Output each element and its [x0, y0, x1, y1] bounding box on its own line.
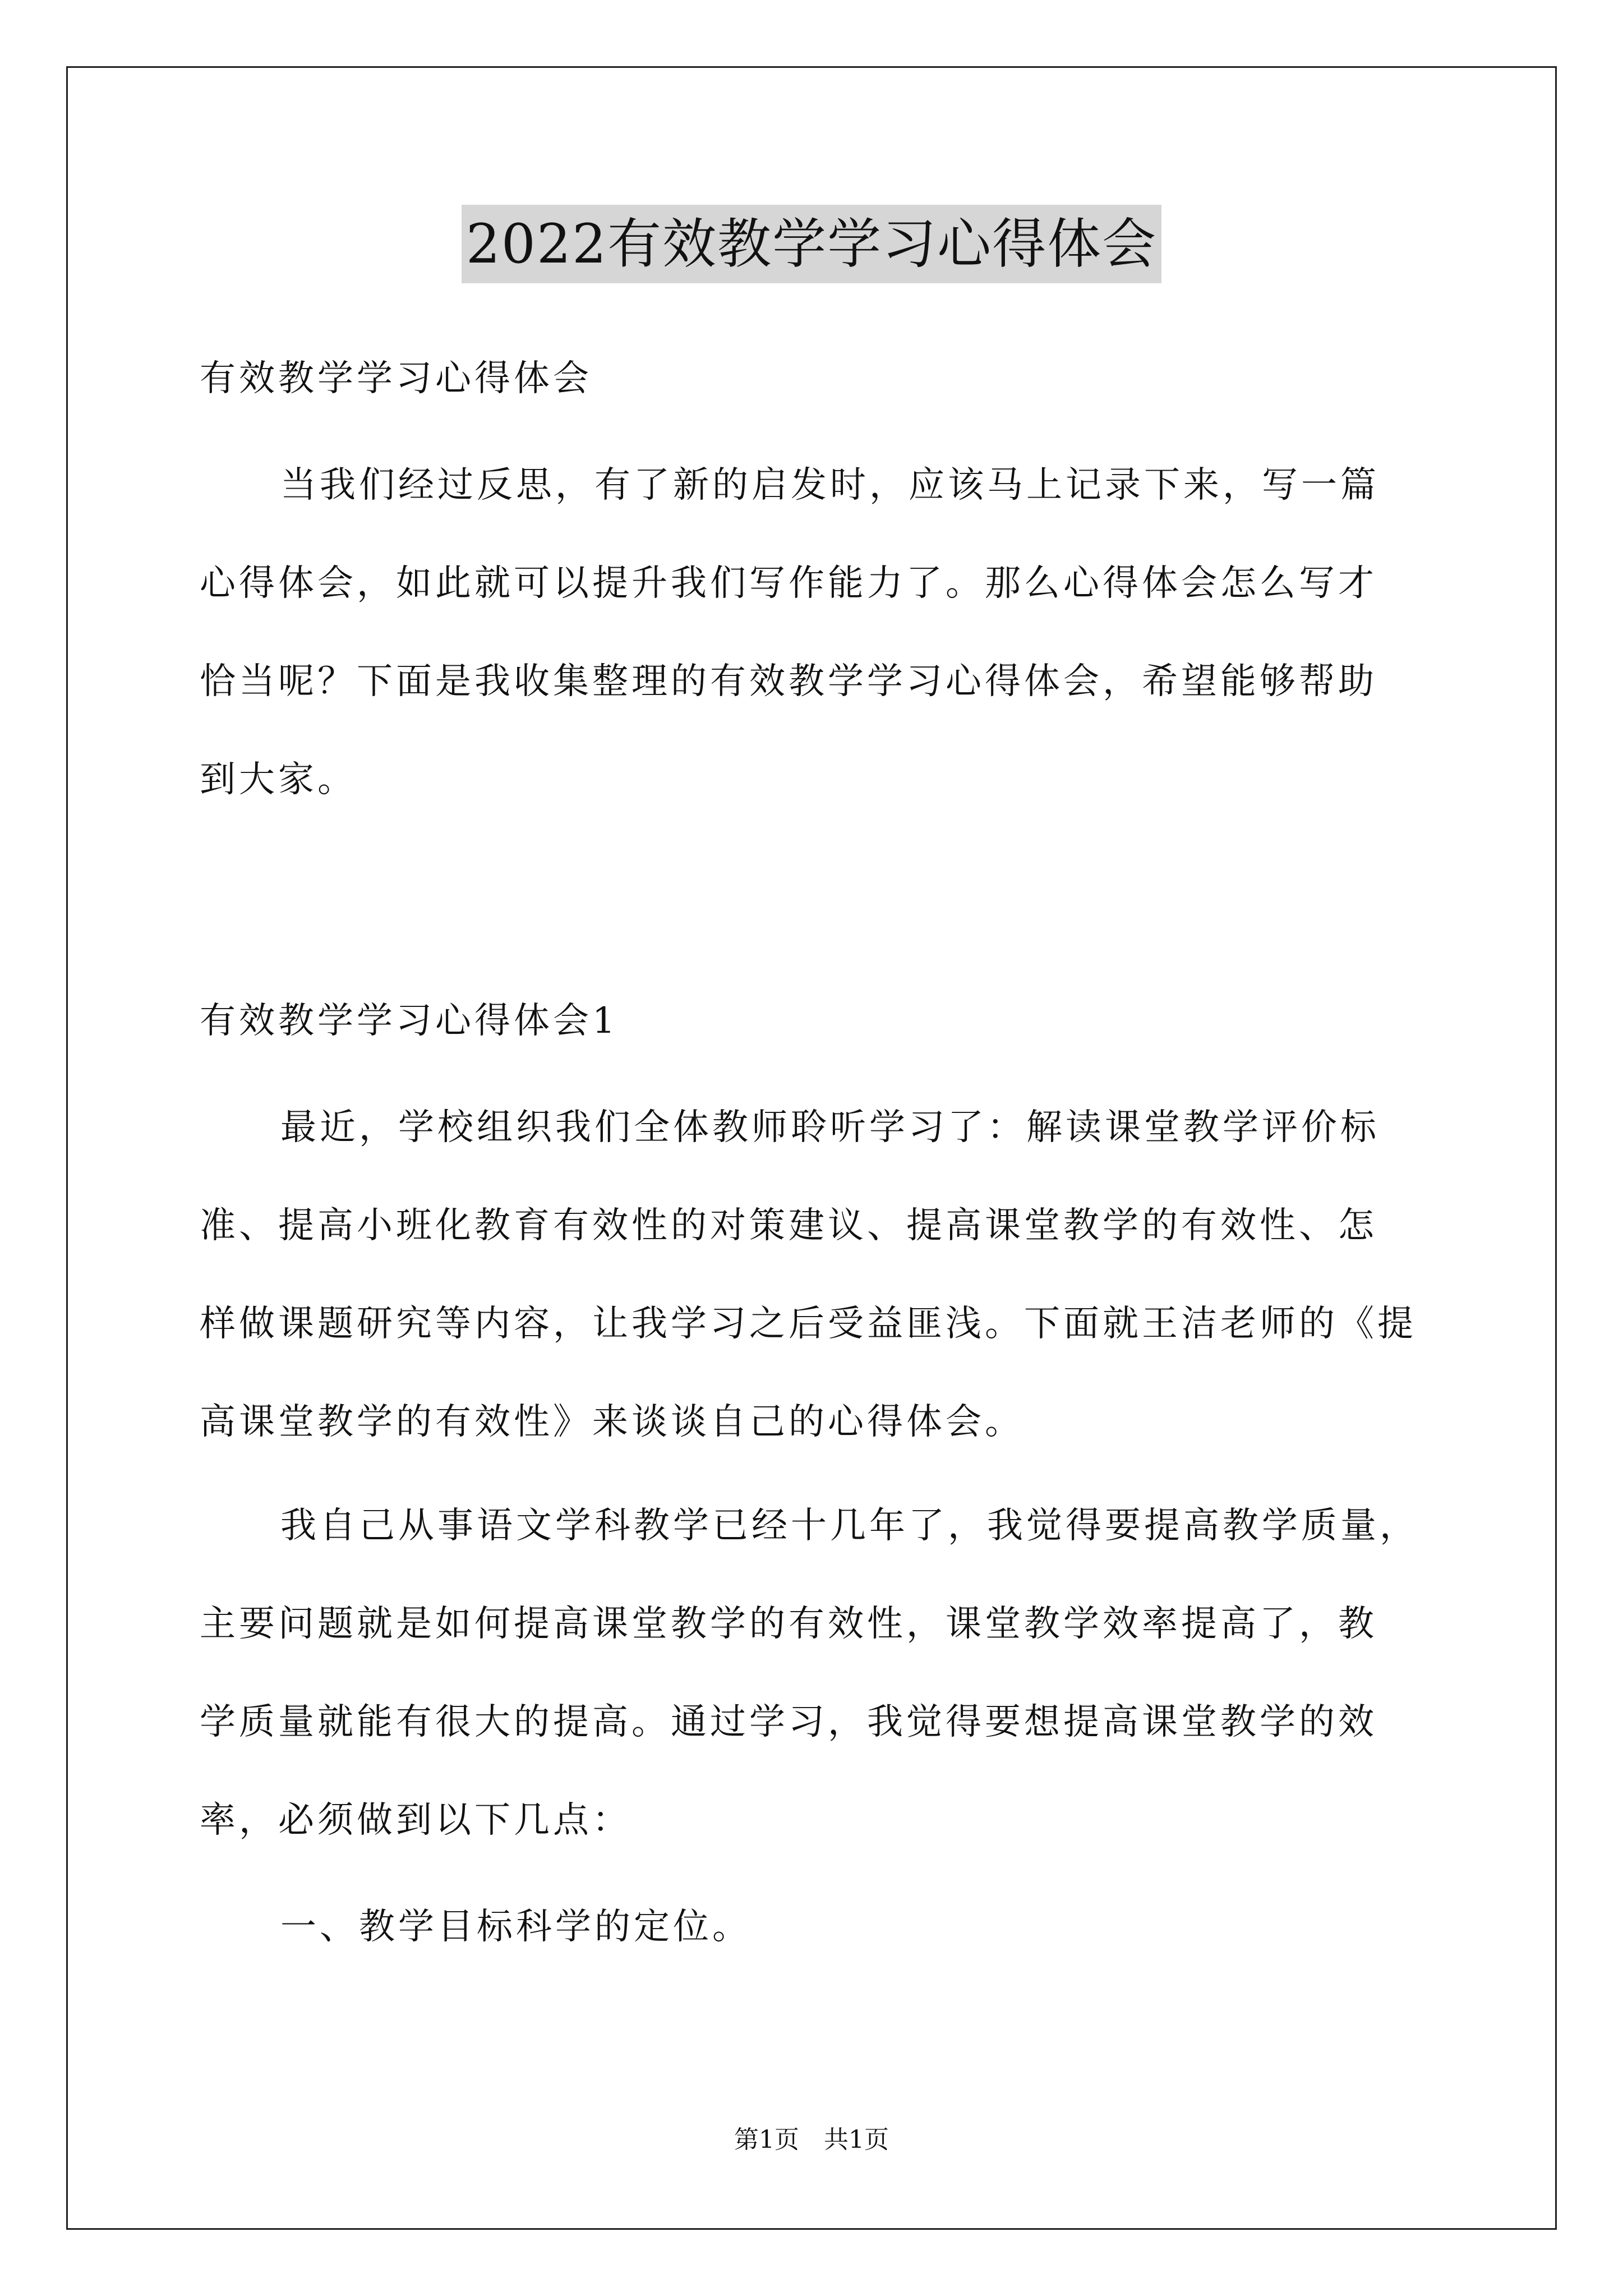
paragraph-line: 一、教学目标科学的定位。	[280, 1906, 751, 1948]
section-heading: 有效教学学习心得体会1	[200, 1000, 619, 1042]
document-title: 2022有效教学学习心得体会	[462, 205, 1161, 283]
paragraph-line: 心得体会，如此就可以提升我们写作能力了。那么心得体会怎么写才	[200, 563, 1377, 604]
subtitle-line: 有效教学学习心得体会	[200, 358, 592, 399]
paragraph-line: 我自己从事语文学科教学已经十几年了，我觉得要提高教学质量，	[280, 1505, 1419, 1547]
paragraph-line: 率，必须做到以下几点：	[200, 1800, 631, 1841]
paragraph-line: 学质量就能有很大的提高。通过学习，我觉得要想提高课堂教学的效	[200, 1701, 1377, 1743]
page-footer: 第1页 共1页	[734, 2125, 889, 2154]
paragraph-line: 到大家。	[200, 759, 357, 800]
paragraph-line: 恰当呢？下面是我收集整理的有效教学学习心得体会，希望能够帮助	[200, 661, 1377, 702]
paragraph-line: 准、提高小班化教育有效性的对策建议、提高课堂教学的有效性、怎	[200, 1205, 1377, 1246]
title-container	[0, 205, 1623, 283]
paragraph-line: 当我们经过反思，有了新的启发时，应该马上记录下来，写一篇	[280, 464, 1380, 506]
paragraph-line: 主要问题就是如何提高课堂教学的有效性，课堂教学效率提高了，教	[200, 1603, 1377, 1645]
paragraph-line: 最近，学校组织我们全体教师聆听学习了：解读课堂教学评价标	[280, 1107, 1380, 1148]
paragraph-line: 样做课题研究等内容，让我学习之后受益匪浅。下面就王洁老师的《提	[200, 1303, 1417, 1345]
paragraph-line: 高课堂教学的有效性》来谈谈自己的心得体会。	[200, 1401, 1024, 1443]
